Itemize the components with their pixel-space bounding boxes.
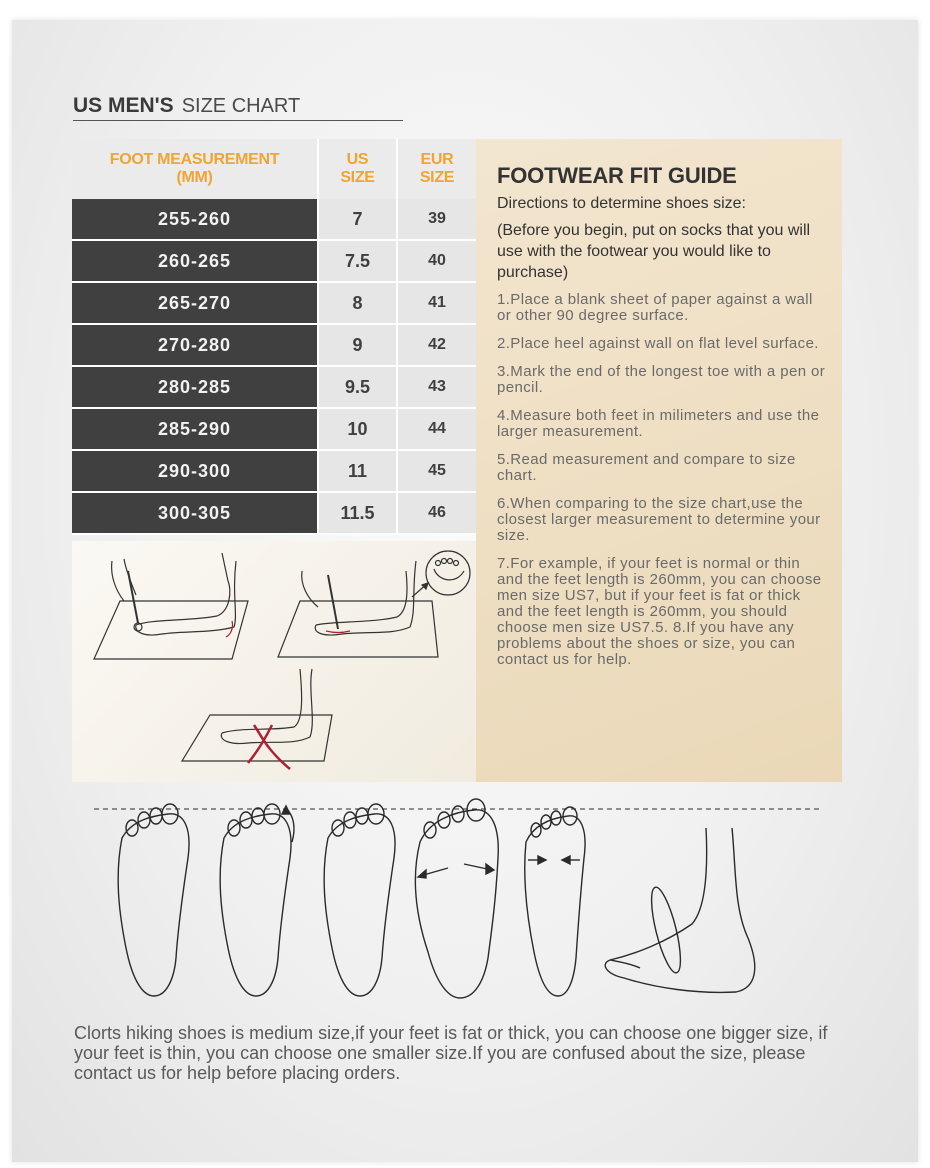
- measuring-illustration: [72, 541, 476, 782]
- eur-size-cell: 42: [397, 324, 476, 366]
- guide-step: 3.Mark the end of the longest toe with a pen or pencil.: [497, 363, 826, 396]
- foot-measurement-cell: 280-285: [72, 366, 318, 408]
- table-row: [72, 450, 476, 492]
- guide-step: 7.For example, if your feet is normal or thin and the feet length is 260mm, you can choose men size US7, but if your feet is fat or thick and the feet length is 260mm, you should choose men size US7.5. 8.If you have any problems about the shoes or size, you can contact us for help.: [497, 555, 822, 668]
- table-row: [72, 199, 476, 240]
- foot-measurement-cell: 290-300: [72, 450, 318, 492]
- us-size-cell: 10: [318, 408, 397, 450]
- table-row: [72, 492, 476, 534]
- foot-shapes: [72, 798, 842, 1008]
- eur-size-cell: 39: [397, 199, 476, 240]
- eur-size-cell: 44: [397, 408, 476, 450]
- foot-measurement-cell: 270-280: [72, 324, 318, 366]
- eur-size-cell: 41: [397, 282, 476, 324]
- us-size-cell: 9.5: [318, 366, 397, 408]
- guide-step: 4.Measure both feet in milimeters and use the larger measurement.: [497, 407, 820, 440]
- eur-size-cell: 43: [397, 366, 476, 408]
- size-note: Clorts hiking shoes is medium size,if your feet is fat or thick, you can choose one bigger size, if your feet is thin, you can choose one smaller size.If you are confused about the size, please contact us for help before placing orders.: [74, 1023, 828, 1083]
- foot-outline-icon: [72, 798, 842, 1008]
- guide-step: 6.When comparing to the size chart,use the closest larger measurement to determine your size.: [497, 495, 821, 544]
- table-row: [72, 408, 476, 450]
- fit-guide: [476, 139, 842, 782]
- size-table: [72, 139, 476, 535]
- us-size-cell: 7: [318, 199, 397, 240]
- us-size-cell: 11: [318, 450, 397, 492]
- header-us-size: US SIZE: [318, 139, 397, 199]
- foot-measurement-cell: 255-260: [72, 199, 318, 240]
- guide-steps: [497, 292, 826, 668]
- foot-measuring-icon: [72, 541, 476, 782]
- foot-measurement-cell: 300-305: [72, 492, 318, 534]
- size-chart-heading: [73, 94, 403, 121]
- guide-step: 2.Place heel against wall on flat level surface.: [497, 335, 819, 352]
- guide-step: 1.Place a blank sheet of paper against a wall or other 90 degree surface.: [497, 291, 813, 324]
- us-size-cell: 8: [318, 282, 397, 324]
- header-eur-size: EUR SIZE: [397, 139, 476, 199]
- header-foot-measurement: FOOT MEASUREMENT (MM): [72, 139, 318, 199]
- guide-step: 5.Read measurement and compare to size chart.: [497, 451, 796, 484]
- guide-title: FOOTWEAR FIT GUIDE: [497, 163, 737, 188]
- guide-before: (Before you begin, put on socks that you will use with the footwear you would like to purchase): [497, 222, 811, 281]
- table-row: [72, 366, 476, 408]
- us-size-cell: 9: [318, 324, 397, 366]
- table-row: [72, 282, 476, 324]
- eur-size-cell: 46: [397, 492, 476, 534]
- guide-directions: Directions to determine shoes size:: [497, 195, 746, 212]
- size-table-header: [72, 139, 476, 199]
- table-row: [72, 324, 476, 366]
- foot-measurement-cell: 285-290: [72, 408, 318, 450]
- eur-size-cell: 40: [397, 240, 476, 282]
- foot-measurement-cell: 260-265: [72, 240, 318, 282]
- us-size-cell: 7.5: [318, 240, 397, 282]
- eur-size-cell: 45: [397, 450, 476, 492]
- heading-light: SIZE CHART: [181, 95, 301, 117]
- table-row: [72, 240, 476, 282]
- us-size-cell: 11.5: [318, 492, 397, 534]
- foot-measurement-cell: 265-270: [72, 282, 318, 324]
- heading-bold: US MEN'S: [73, 94, 174, 117]
